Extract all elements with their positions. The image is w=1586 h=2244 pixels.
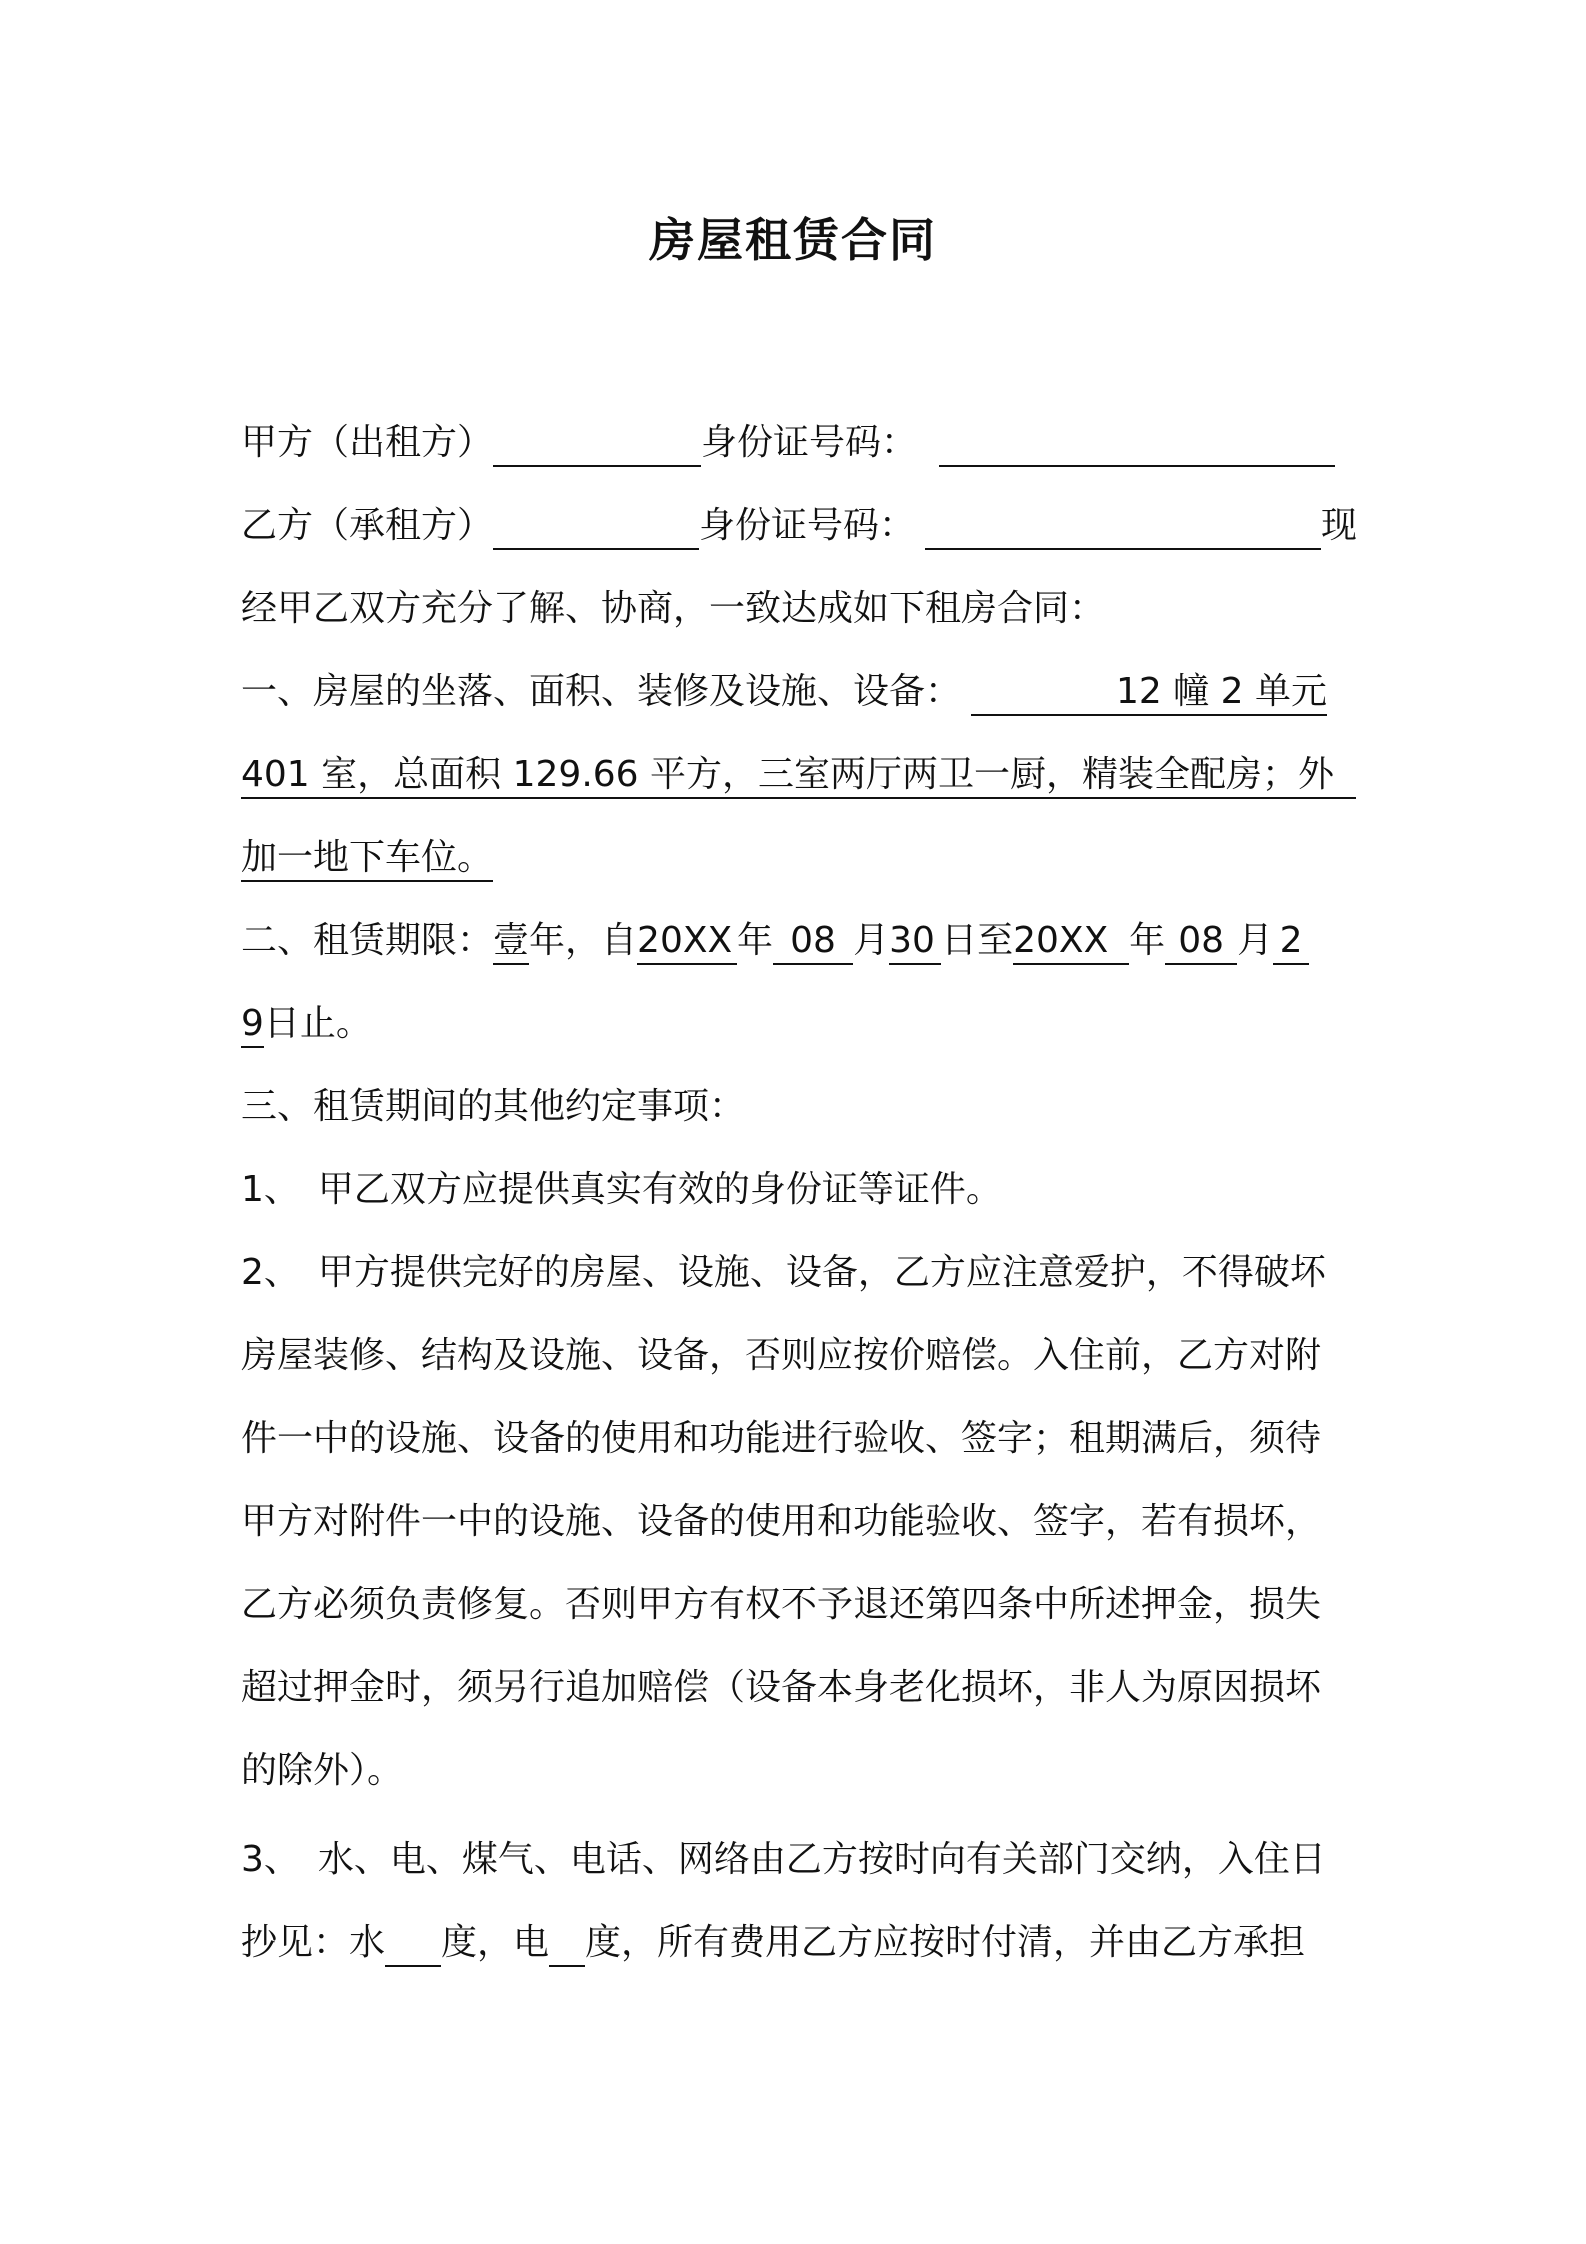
section1-fill-3[interactable]: 加一地下车位。 [241,828,493,882]
section2-line2 [241,994,1356,1054]
party-a-label: 甲方（出租方） [241,422,494,463]
electric-label: 度，电 [441,1922,550,1963]
water-label: 抄见：水 [241,1922,386,1963]
section1-label: 一、房屋的坐落、面积、装修及设施、设备： [241,671,962,712]
party-b-id-label: 身份证号码： [699,505,916,546]
section3-item3-line1: 3、 水、电、煤气、电话、网络由乙方按时向有关部门交纳，入住日 [241,1839,1326,1880]
section2-label: 二、租赁期限： [241,920,494,961]
party-b-name-blank[interactable] [493,496,699,550]
party-b-label: 乙方（承租方） [241,505,494,546]
water-reading-blank[interactable] [385,1913,441,1967]
section3-item1: 1、 甲乙双方应提供真实有效的身份证等证件。 [241,1169,1002,1210]
item3-tail: 度，所有费用乙方应按时付清，并由乙方承担 [585,1922,1306,1963]
text-year-2: 年 [1129,920,1166,961]
end-day-field-a[interactable]: 2 [1273,911,1309,965]
text-month: 月 [853,920,890,961]
end-day-field-b[interactable]: 9 [241,994,264,1048]
section3-label: 三、租赁期间的其他约定事项： [241,1086,746,1127]
section3-item2-line: 房屋装修、结构及设施、设备，否则应按价赔偿。入住前，乙方对附 [241,1335,1322,1376]
text-end: 日止。 [263,1003,372,1044]
end-year-field[interactable]: 20XX [1013,911,1129,965]
party-a-id-label: 身份证号码： [701,422,918,463]
section3-item2-line: 件一中的设施、设备的使用和功能进行验收、签字；租期满后，须待 [241,1418,1322,1459]
text-from: 年，自 [529,920,638,961]
party-a-line [241,413,1356,473]
end-month-field[interactable]: 08 [1165,911,1237,965]
start-year-field[interactable]: 20XX [637,911,737,965]
section2-line1 [241,911,1356,971]
intro-line: 经甲乙双方充分了解、协商，一致达成如下租房合同： [241,588,1106,629]
party-b-trail: 现 [1321,505,1358,546]
party-b-id-blank[interactable] [925,496,1321,550]
term-field[interactable]: 壹 [493,911,529,965]
start-month-field[interactable]: 08 [773,911,853,965]
section3-item3-line2 [241,1913,1356,1973]
text-year: 年 [737,920,774,961]
section3-item2-line: 2、 甲方提供完好的房屋、设施、设备，乙方应注意爱护，不得破坏 [241,1252,1326,1293]
section3-item2-line: 乙方必须负责修复。否则甲方有权不予退还第四条中所述押金，损失 [241,1584,1322,1625]
party-a-id-blank[interactable] [939,413,1335,467]
text-month-2: 月 [1237,920,1274,961]
section3-item2-line: 超过押金时，须另行追加赔偿（设备本身老化损坏，非人为原因损坏 [241,1667,1322,1708]
section1-fill-2[interactable]: 401 室，总面积 129.66 平方，三室两厅两卫一厨，精装全配房；外 [241,745,1356,799]
section3-item2-line: 甲方对附件一中的设施、设备的使用和功能验收、签字，若有损坏， [241,1501,1322,1542]
section1-line2 [241,745,1356,805]
electric-reading-blank[interactable] [549,1913,585,1967]
party-a-name-blank[interactable] [493,413,701,467]
section1-fill-1[interactable]: 12 幢 2 单元 [971,662,1327,716]
section3-item2-line: 的除外）。 [241,1750,404,1791]
section1-line3 [241,828,1356,888]
start-day-field[interactable]: 30 [889,911,941,965]
text-until: 日至 [941,920,1014,961]
page-title: 房屋租赁合同 [649,213,937,267]
party-b-line [241,496,1356,556]
section1-line1 [241,662,1356,722]
